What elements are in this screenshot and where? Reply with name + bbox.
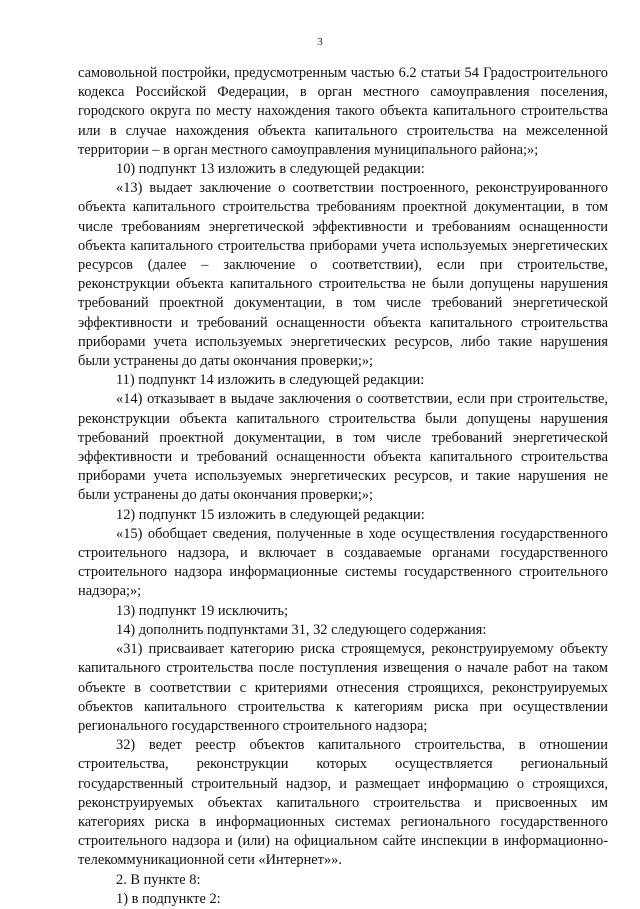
paragraph: 32) ведет реестр объектов капитального строительства, в отношении строительства, реконструкции которых осуществляется региональный государственный строительный надзор, и размещает информацию о строящихся, реконструируемых объектах капитального строительства и присвоенных им категориях риска в информационных системах регионального государственного строительного надзора и (или) на официальном сайте инспекции в информационно-телекоммуникационной сети «Интернет»». (78, 737, 608, 869)
paragraph: «31) присваивает категорию риска строящемуся, реконструируемому объекту капитального строительства после поступления извещения о начале работ на таком объекте в соответствии с критериями отнесения строящихся, реконструируемых объектов капитального строительства к категориям риска при осуществлении регионального государственного строительного надзора; (78, 641, 608, 734)
paragraph: 1) в подпункте 2: (116, 890, 221, 907)
document-body (78, 64, 608, 909)
paragraph: 11) подпункт 14 изложить в следующей редакции: (116, 372, 425, 389)
paragraph: самовольной постройки, предусмотренным частью 6.2 статьи 54 Градостроительного кодекса Российской Федерации, в орган местного самоуправления поселения, городского округа по месту нахождения такого объекта капитального строительства или в случае нахождения объекта капитального строительства на межселенной территории – в орган местного самоуправления муниципального района;»; (78, 65, 608, 158)
paragraph: 14) дополнить подпунктами 31, 32 следующего содержания: (116, 621, 487, 638)
page-number: 3 (317, 36, 323, 48)
paragraph: 10) подпункт 13 изложить в следующей редакции: (116, 161, 425, 178)
paragraph: «14) отказывает в выдаче заключения о соответствии, если при строительстве, реконструкции объекта капитального строительства были допущены нарушения требований проектной документации, в том числе требований энергетической эффективности и требований оснащенности объекта капитального строительства приборами учета используемых энергетических ресурсов, и такие нарушения не были устранены до даты окончания проверки;»; (78, 391, 608, 504)
paragraph: «13) выдает заключение о соответствии построенного, реконструированного объекта капитального строительства требованиям проектной документации, в том числе требованиям энергетической эффективности и требованиям оснащенности объекта капитального строительства приборами учета используемых энергетических ресурсов (далее – заключение о соответствии), если при строительстве, реконструкции объекта капитального строительства не были допущены нарушения требований проектной документации, в том числе требований энергетической эффективности и требований оснащенности объекта капитального строительства приборами учета используемых энергетических ресурсов, либо такие нарушения были устранены до даты окончания проверки;»; (78, 180, 608, 370)
paragraph: 12) подпункт 15 изложить в следующей редакции: (116, 506, 425, 523)
paragraph: 2. В пункте 8: (116, 871, 201, 888)
paragraph: «15) обобщает сведения, полученные в ходе осуществления государственного строительного надзора, и включает в создаваемые органами государственного строительного надзора информационные системы государственного строительного надзора;»; (78, 525, 608, 600)
paragraph: 13) подпункт 19 исключить; (116, 602, 289, 619)
